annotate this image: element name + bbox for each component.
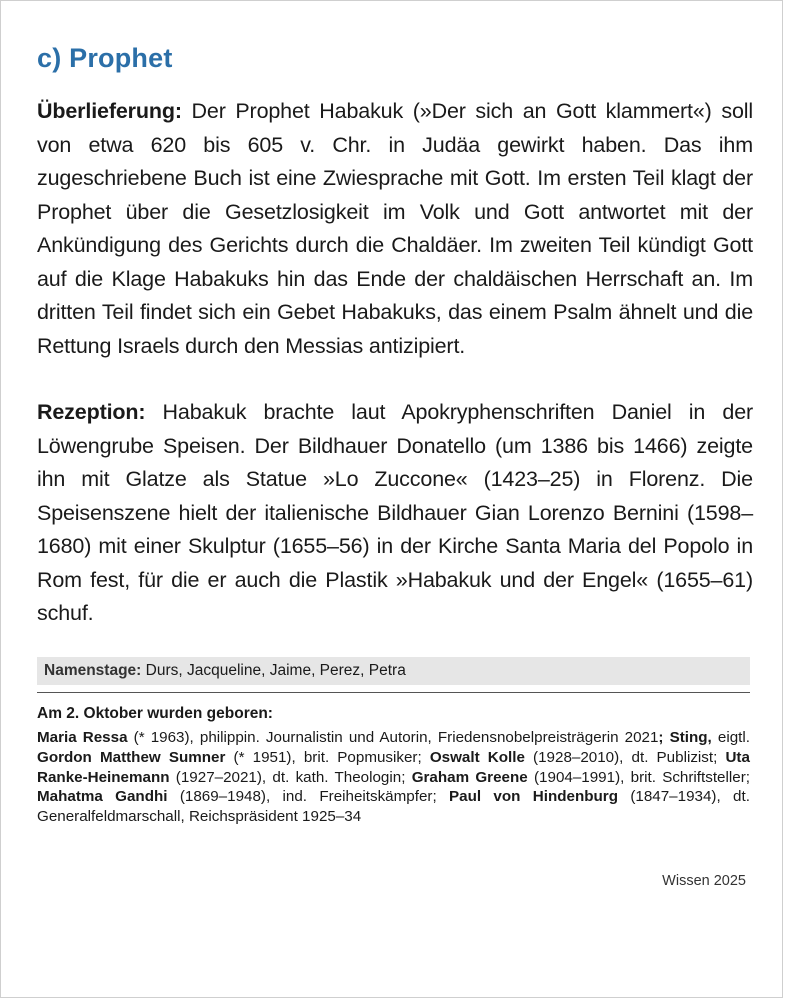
person-name: Gordon Matthew Sumner: [37, 748, 226, 766]
section-text: Der Prophet Habakuk (»Der sich an Gott klammert«) soll von etwa 620 bis 605 v. Chr. in Judäa gewirkt haben. Das ihm zugeschriebene Buch ist eine Zwiesprache mit Gott. Im ersten Teil klagt der Prophet über die Gesetzlosigkeit im Volk und Gott antwortet mit der Ankündigung des Gerichts durch die Chaldäer. Im zweiten Teil kündigt Gott auf die Klage Habakuks hin das Ende der chaldäischen Herrschaft an. Im dritten Teil findet sich ein Gebet Habakuks, das einem Psalm ähnelt und die Rettung Israels durch den Messias antizipiert.: [37, 99, 754, 358]
person-name: Uta Ranke-Heinemann: [37, 748, 750, 786]
name-days-box: [37, 657, 750, 685]
name-days-label: Namenstage:: [44, 662, 142, 679]
person-name: Mahatma Gandhi: [37, 788, 168, 806]
person-details: (1904–1991), brit. Schriftsteller: [534, 768, 746, 786]
births-heading: Am 2. Oktober wurden geboren:: [37, 705, 273, 722]
person-details: (1928–2010), dt. Publizist: [533, 748, 714, 766]
person-details: (1927–2021), dt. kath. Theologin: [175, 768, 402, 786]
page-title: c) Prophet: [37, 43, 173, 73]
footer-brand: Wissen 2025: [662, 873, 746, 889]
person-details: (* 1963), philippin. Journalistin und Autorin, Friedensnobelpreisträgerin 2021: [133, 729, 659, 746]
section-reception: [37, 396, 753, 631]
person-details: (* 1951), brit. Popmusiker: [233, 748, 418, 766]
person-name: Sting,: [669, 729, 712, 746]
person-details: eigtl.: [717, 729, 750, 746]
person-name: Paul von Hindenburg: [449, 788, 618, 806]
section-tradition: [37, 95, 753, 363]
person-name: Graham Greene: [411, 768, 528, 786]
births-list: Maria Ressa (* 1963), philippin. Journalistin und Autorin, Friedensnobelpreisträgerin 2021; Sting, eigtl. Gordon Matthew Sumner (* 1951), brit. Popmusiker; Oswalt Kolle (1928–2010), dt. Publizist; Uta Ranke-Heinemann (1927–2021), dt. kath. Theologin; Graham Greene (1904–1991), brit. Schriftsteller; Mahatma Gandhi (1869–1948), ind. Freiheitskämpfer; Paul von Hindenburg (1847–1934), dt. Generalfeldmarschall, Reichspräsident 1925–34: [37, 729, 750, 826]
section-text: Habakuk brachte laut Apokryphenschriften Daniel in der Löwengrube Speisen. Der Bildhauer Donatello (um 1386 bis 1466) zeigte ihn mit Glatze als Statue »Lo Zuccone« (1423–25) in Florenz. Die Speisenszene hielt der italienische Bildhauer Gian Lorenzo Bernini (1598–1680) mit einer Skulptur (1655–56) in der Kirche Santa Maria del Popolo in Rom fest, für die er auch die Plastik »Habakuk und der Engel« (1655–61) schuf.: [37, 400, 754, 625]
divider: [37, 692, 750, 693]
person-details: (1847–1934), dt. Generalfeldmarschall, Reichspräsident 1925–34: [37, 788, 750, 826]
person-name: Maria Ressa: [37, 729, 128, 746]
section-label: Überlieferung:: [37, 99, 182, 123]
section-label: Rezeption:: [37, 400, 146, 424]
person-name: Oswalt Kolle: [429, 748, 525, 766]
person-details: (1869–1948), ind. Freiheitskämpfer: [179, 788, 433, 806]
name-days-list: Durs, Jacqueline, Jaime, Perez, Petra: [145, 662, 406, 679]
